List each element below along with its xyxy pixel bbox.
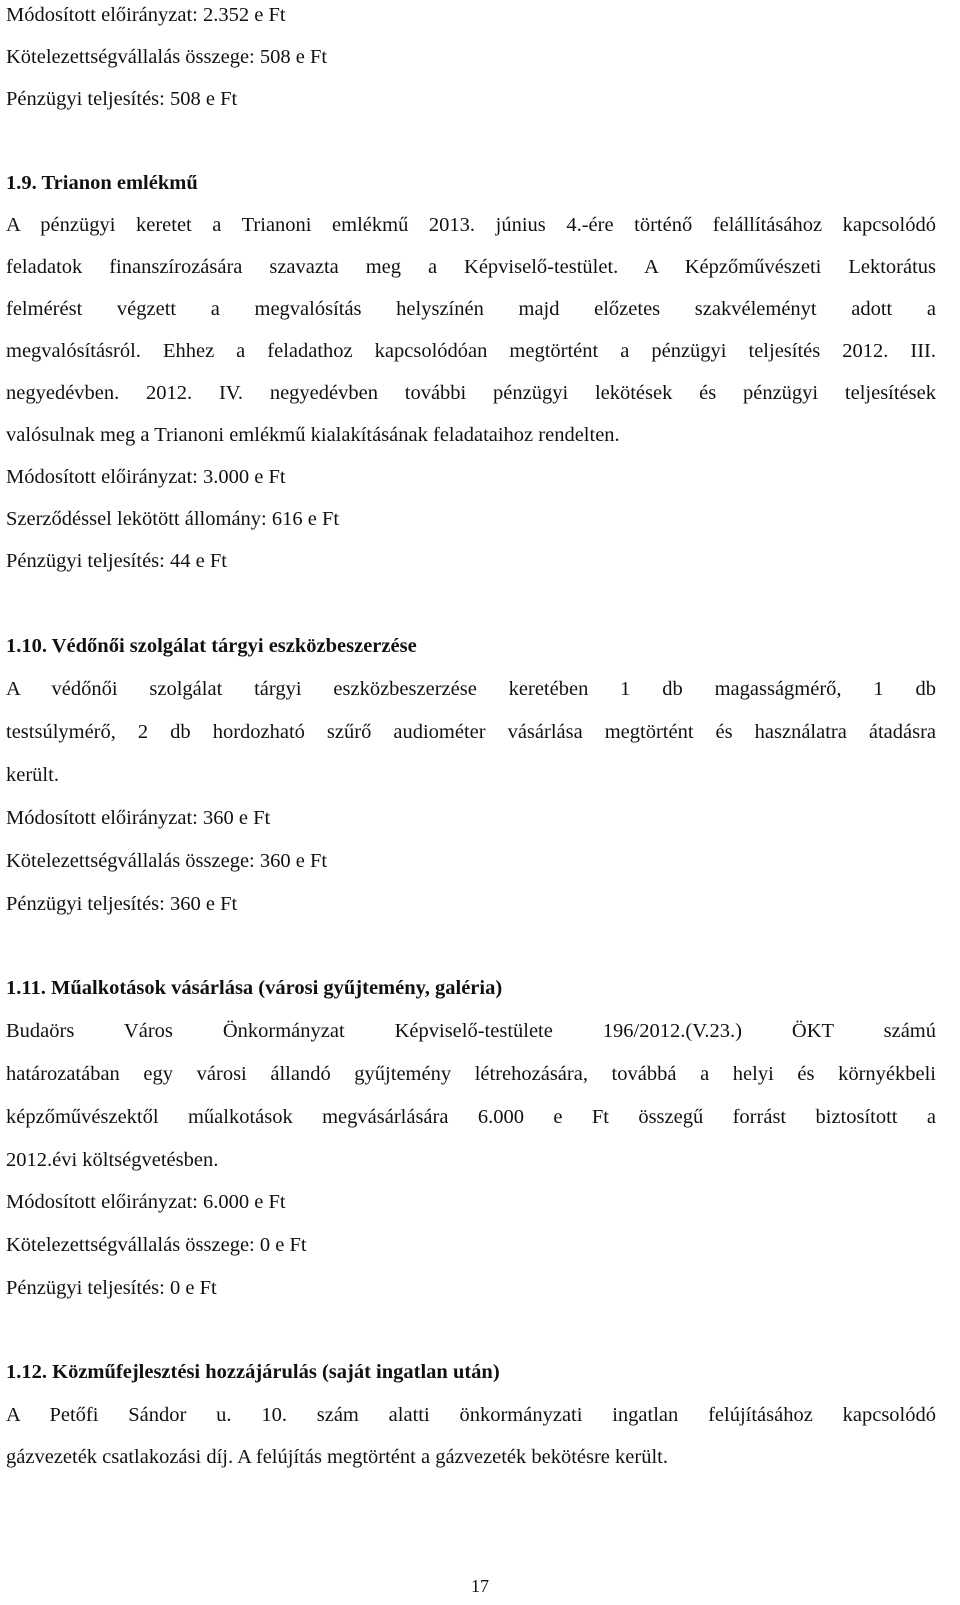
figure-line: Módosított előirányzat: 3.000 e Ft: [6, 466, 286, 488]
paragraph-line: került.: [6, 764, 59, 786]
figure-line: Pénzügyi teljesítés: 0 e Ft: [6, 1277, 217, 1299]
paragraph-line: A Petőfi Sándor u. 10. szám alatti önkormányzati ingatlan felújításához kapcsolódó: [6, 1404, 936, 1426]
section-heading-1-10: 1.10. Védőnői szolgálat tárgyi eszközbeszerzése: [6, 635, 417, 657]
top-figure-line: Kötelezettségvállalás összege: 508 e Ft: [6, 46, 328, 68]
figure-line: Módosított előirányzat: 6.000 e Ft: [6, 1191, 286, 1213]
paragraph-line: képzőművészektől műalkotások megvásárlására 6.000 e Ft összegű forrást biztosított a: [6, 1106, 936, 1128]
figure-line: Módosított előirányzat: 360 e Ft: [6, 807, 271, 829]
paragraph-line: felmérést végzett a megvalósítás helyszínén majd előzetes szakvéleményt adott a: [6, 298, 936, 320]
paragraph-line: A védőnői szolgálat tárgyi eszközbeszerzése keretében 1 db magasságmérő, 1 db: [6, 678, 936, 700]
paragraph-line: határozatában egy városi állandó gyűjtemény létrehozására, továbbá a helyi és környékbeli: [6, 1063, 936, 1085]
paragraph-line: valósulnak meg a Trianoni emlékmű kialakításának feladataihoz rendelten.: [6, 424, 620, 446]
section-heading-1-12: 1.12. Közműfejlesztési hozzájárulás (saját ingatlan után): [6, 1361, 500, 1383]
top-figure-line: Módosított előirányzat: 2.352 e Ft: [6, 4, 286, 26]
figure-line: Pénzügyi teljesítés: 44 e Ft: [6, 550, 227, 572]
figure-line: Szerződéssel lekötött állomány: 616 e Ft: [6, 508, 340, 530]
figure-line: Kötelezettségvállalás összege: 0 e Ft: [6, 1234, 307, 1256]
paragraph-line: feladatok finanszírozására szavazta meg a Képviselő-testület. A Képzőművészeti Lektorátus: [6, 256, 936, 278]
paragraph-line: gázvezeték csatlakozási díj. A felújítás megtörtént a gázvezeték bekötésre került.: [6, 1446, 668, 1468]
section-heading-1-9: 1.9. Trianon emlékmű: [6, 172, 198, 194]
top-figure-line: Pénzügyi teljesítés: 508 e Ft: [6, 88, 238, 110]
paragraph-line: negyedévben. 2012. IV. negyedévben további pénzügyi lekötések és pénzügyi teljesítések: [6, 382, 936, 404]
paragraph-line: Budaörs Város Önkormányzat Képviselő-testülete 196/2012.(V.23.) ÖKT számú: [6, 1020, 936, 1042]
paragraph-line: testsúlymérő, 2 db hordozható szűrő audiométer vásárlása megtörtént és használatra átadásra: [6, 721, 936, 743]
page-number: 17: [471, 1576, 489, 1596]
paragraph-line: A pénzügyi keretet a Trianoni emlékmű 2013. június 4.-ére történő felállításához kapcsolódó: [6, 214, 936, 236]
figure-line: Pénzügyi teljesítés: 360 e Ft: [6, 893, 238, 915]
figure-line: Kötelezettségvállalás összege: 360 e Ft: [6, 850, 328, 872]
section-heading-1-11: 1.11. Műalkotások vásárlása (városi gyűjtemény, galéria): [6, 977, 503, 999]
paragraph-line: megvalósításról. Ehhez a feladathoz kapcsolódóan megtörtént a pénzügyi teljesítés 2012. III.: [6, 340, 936, 362]
paragraph-line: 2012.évi költségvetésben.: [6, 1149, 219, 1171]
